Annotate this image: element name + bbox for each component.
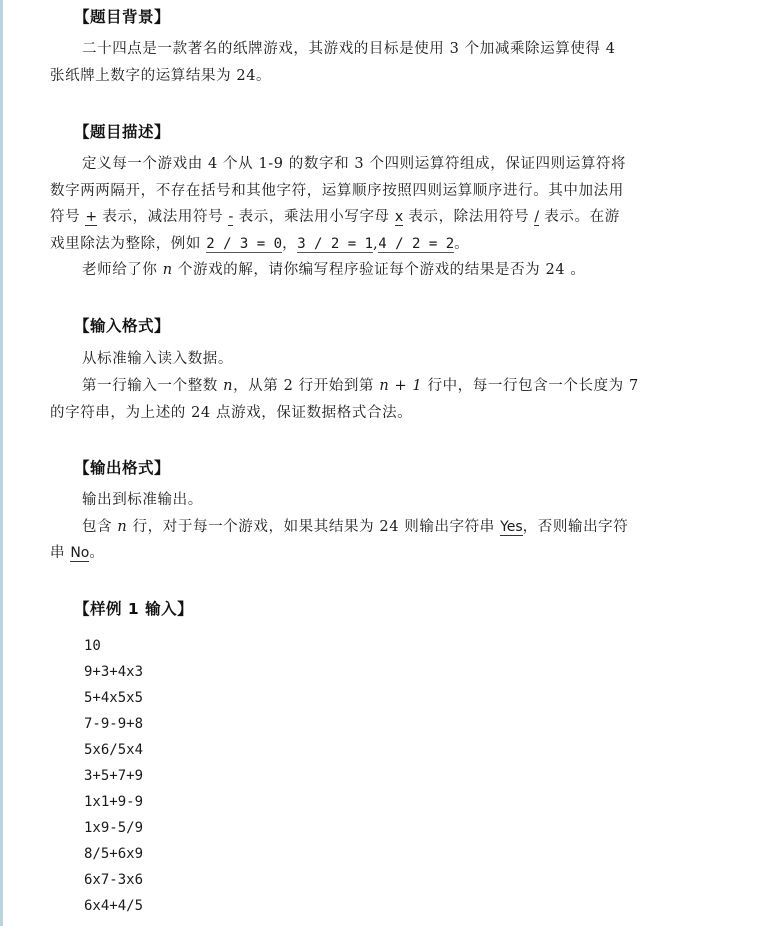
text: ， — [282, 236, 298, 252]
input-line-1: 从标准输入读入数据。 — [82, 351, 233, 367]
times-symbol: x — [394, 209, 404, 225]
description-line-3 — [50, 207, 620, 227]
sample-line: 1x9-5/9 — [84, 820, 144, 836]
background-line-1: 二十四点是一款著名的纸牌游戏，其游戏的目标是使用 3 个加减乘除运算使得 4 — [82, 41, 616, 57]
sample-line: 6x7-3x6 — [84, 872, 144, 888]
text: ，否则输出字符 — [522, 519, 629, 535]
left-border-rule — [0, 0, 3, 926]
section-title-description: 【题目描述】 — [74, 123, 171, 141]
text: 表示。在游 — [539, 209, 620, 225]
text: 个游戏的解，请你编写程序验证每个游戏的结果是否为 24 。 — [172, 262, 586, 278]
example-1: 2 / 3 = 0 — [206, 236, 283, 252]
text: 表示，乘法用小写字母 — [233, 209, 395, 225]
section-title-background: 【题目背景】 — [74, 8, 171, 26]
divide-symbol: / — [534, 209, 540, 225]
text: 串 — [50, 545, 71, 561]
sample-line: 1x1+9-9 — [84, 794, 144, 810]
section-title-input-format: 【输入格式】 — [74, 317, 171, 335]
text: 第一行输入一个整数 — [82, 378, 224, 394]
sample-line: 6x4+4/5 — [84, 898, 144, 914]
section-title-sample-input: 【样例 1 输入】 — [74, 600, 194, 618]
plus-symbol: + — [85, 209, 98, 225]
sample-line: 7-9-9+8 — [84, 716, 144, 732]
var-n: n — [162, 262, 173, 278]
input-line-2 — [82, 376, 639, 396]
no-output: No — [70, 545, 90, 561]
text: 老师给了你 — [82, 262, 163, 278]
example-2: 3 / 2 = 1 — [297, 236, 374, 252]
sample-line: 8/5+6x9 — [84, 846, 144, 862]
sample-line: 5x6/5x4 — [84, 742, 144, 758]
example-3: 4 / 2 = 2 — [378, 236, 455, 252]
sample-line: 3+5+7+9 — [84, 768, 144, 784]
text: ，从第 2 行开始到第 — [233, 378, 380, 394]
description-line-1: 定义每一个游戏由 4 个从 1-9 的数字和 3 个四则运算符组成，保证四则运算符将 — [82, 156, 627, 172]
var-n: n — [117, 519, 128, 535]
text: 行，对于每一个游戏，如果其结果为 24 则输出字符串 — [127, 519, 501, 535]
sample-line: 9+3+4x3 — [84, 664, 144, 680]
section-title-output-format: 【输出格式】 — [74, 459, 171, 477]
text: , — [373, 236, 379, 252]
sample-line: 10 — [84, 638, 101, 654]
description-line-2: 数字两两隔开，不存在括号和其他字符，运算顺序按照四则运算顺序进行。其中加法用 — [50, 183, 624, 199]
description-line-5 — [82, 260, 585, 280]
var-n: n — [223, 378, 234, 394]
text: 。 — [89, 545, 105, 561]
output-line-1: 输出到标准输出。 — [82, 492, 203, 508]
text: 包含 — [82, 519, 118, 535]
input-line-3: 的字符串，为上述的 24 点游戏，保证数据格式合法。 — [50, 405, 413, 421]
text: 行中，每一行包含一个长度为 7 — [422, 378, 639, 394]
background-line-2: 张纸牌上数字的运算结果为 24。 — [50, 68, 272, 84]
text: 戏里除法为整除，例如 — [50, 236, 207, 252]
text: 表示，除法用符号 — [403, 209, 535, 225]
text: 。 — [454, 236, 470, 252]
output-line-2 — [82, 517, 628, 537]
description-line-4 — [50, 234, 469, 254]
minus-symbol: - — [228, 209, 234, 225]
text: 符号 — [50, 209, 86, 225]
sample-line: 5+4x5x5 — [84, 690, 144, 706]
output-line-3 — [50, 543, 104, 563]
expr-n-plus-1: n + 1 — [379, 378, 423, 394]
text: 表示，减法用符号 — [97, 209, 229, 225]
yes-output: Yes — [500, 519, 523, 535]
